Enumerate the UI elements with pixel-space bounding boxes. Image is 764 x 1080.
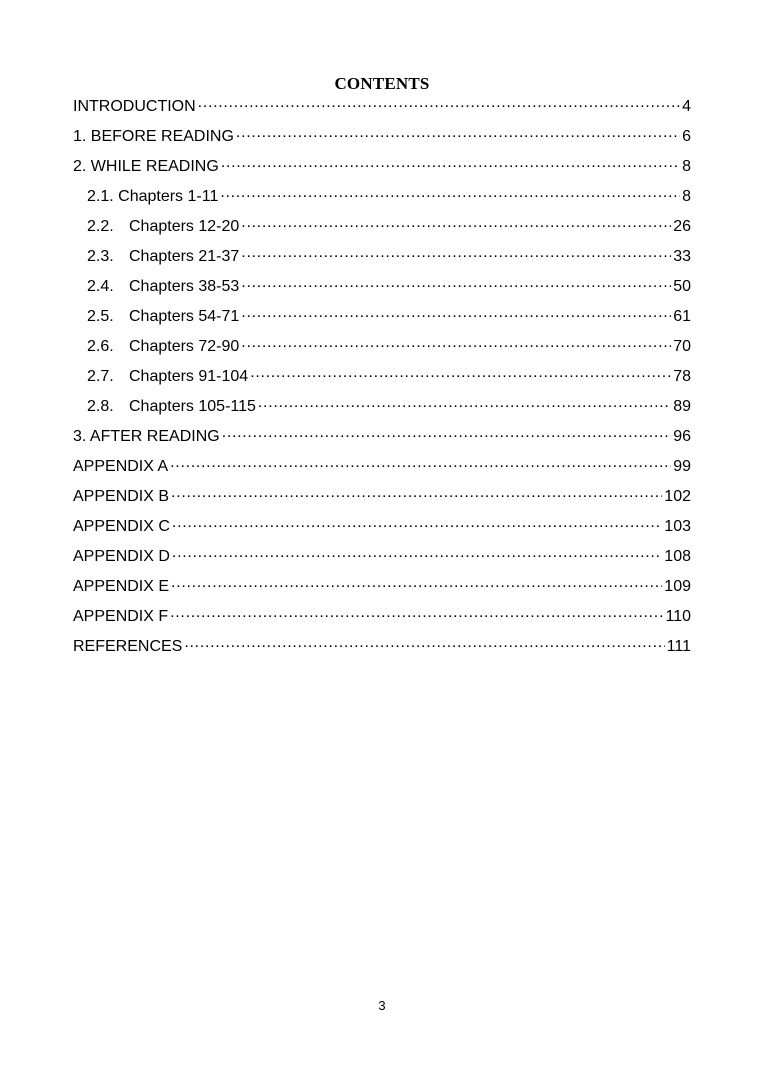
toc-entry[interactable] — [73, 512, 691, 542]
dot-leader — [171, 575, 662, 591]
toc-entry-label: APPENDIX A — [73, 458, 169, 475]
toc-entry-page: 89 — [673, 398, 691, 415]
dot-leader — [170, 455, 671, 471]
toc-entry-label: 2. WHILE READING — [73, 158, 219, 175]
toc-entry[interactable] — [73, 182, 691, 212]
toc-entry[interactable] — [73, 242, 691, 272]
dot-leader — [221, 155, 680, 171]
toc-entry[interactable] — [73, 482, 691, 512]
toc-entry[interactable] — [73, 572, 691, 602]
toc-entry-page: 6 — [682, 128, 691, 145]
toc-entry-page: 4 — [682, 98, 691, 115]
dot-leader — [241, 305, 671, 321]
dot-leader — [198, 95, 680, 111]
toc-entry-page: 99 — [673, 458, 691, 475]
toc-entry-label: Chapters 21-37 — [129, 248, 240, 265]
toc-entry-number: 2.3. — [87, 248, 114, 265]
toc-entry[interactable] — [73, 422, 691, 452]
toc-entry[interactable] — [73, 152, 691, 182]
toc-entry[interactable] — [73, 632, 691, 662]
toc-entry-label: Chapters 105-115 — [129, 398, 256, 415]
toc-entry-page: 111 — [666, 638, 691, 655]
toc-entry-label: Chapters 12-20 — [129, 218, 240, 235]
toc-entry-number: 2.6. — [87, 338, 114, 355]
toc-entry[interactable] — [73, 272, 691, 302]
dot-leader — [171, 485, 662, 501]
dot-leader — [241, 275, 671, 291]
toc-entry-number: 2.4. — [87, 278, 114, 295]
table-of-contents — [73, 92, 691, 662]
toc-entry-label: APPENDIX B — [73, 488, 170, 505]
toc-entry[interactable] — [73, 452, 691, 482]
dot-leader — [258, 395, 671, 411]
toc-entry-page: 70 — [673, 338, 691, 355]
toc-entry-page: 8 — [682, 158, 691, 175]
toc-entry-page: 61 — [673, 308, 691, 325]
toc-entry[interactable] — [73, 362, 691, 392]
toc-entry-page: 102 — [664, 488, 691, 505]
toc-entry-label: Chapters 38-53 — [129, 278, 240, 295]
toc-entry-number: 2.8. — [87, 398, 114, 415]
toc-entry[interactable] — [73, 332, 691, 362]
page-title: CONTENTS — [334, 74, 430, 93]
toc-entry-label: 3. AFTER READING — [73, 428, 220, 445]
toc-entry-label: APPENDIX E — [73, 578, 170, 595]
toc-entry-page: 50 — [673, 278, 691, 295]
dot-leader — [172, 515, 662, 531]
toc-entry[interactable] — [73, 212, 691, 242]
dot-leader — [220, 185, 680, 201]
toc-entry-page: 103 — [664, 518, 691, 535]
toc-entry-page: 108 — [664, 548, 691, 565]
toc-entry-label: INTRODUCTION — [73, 98, 196, 115]
toc-entry-label: Chapters 54-71 — [129, 308, 240, 325]
toc-entry[interactable] — [73, 602, 691, 632]
toc-entry-label: REFERENCES — [73, 638, 183, 655]
toc-entry-number: 2.2. — [87, 218, 114, 235]
dot-leader — [241, 245, 671, 261]
toc-entry[interactable] — [73, 302, 691, 332]
toc-entry-page: 78 — [673, 368, 691, 385]
toc-entry-page: 96 — [673, 428, 691, 445]
page-number: 3 — [378, 998, 386, 1013]
toc-entry-label: 2.1. Chapters 1-11 — [87, 188, 219, 205]
toc-entry-label: 1. BEFORE READING — [73, 128, 234, 145]
dot-leader — [241, 215, 671, 231]
toc-entry-label: APPENDIX F — [73, 608, 169, 625]
dot-leader — [184, 635, 664, 651]
toc-entry[interactable] — [73, 92, 691, 122]
toc-entry[interactable] — [73, 542, 691, 572]
toc-entry[interactable] — [73, 392, 691, 422]
dot-leader — [172, 545, 662, 561]
toc-entry-page: 33 — [673, 248, 691, 265]
toc-entry-label: Chapters 91-104 — [129, 368, 249, 385]
toc-entry-page: 8 — [682, 188, 691, 205]
dot-leader — [222, 425, 672, 441]
toc-entry[interactable] — [73, 122, 691, 152]
toc-entry-number: 2.7. — [87, 368, 114, 385]
dot-leader — [236, 125, 680, 141]
dot-leader — [170, 605, 663, 621]
toc-entry-page: 110 — [665, 608, 691, 625]
toc-entry-number: 2.5. — [87, 308, 114, 325]
dot-leader — [250, 365, 671, 381]
toc-entry-label: Chapters 72-90 — [129, 338, 240, 355]
toc-entry-page: 26 — [673, 218, 691, 235]
dot-leader — [241, 335, 671, 351]
toc-entry-page: 109 — [664, 578, 691, 595]
toc-entry-label: APPENDIX D — [73, 548, 170, 565]
toc-entry-label: APPENDIX C — [73, 518, 170, 535]
